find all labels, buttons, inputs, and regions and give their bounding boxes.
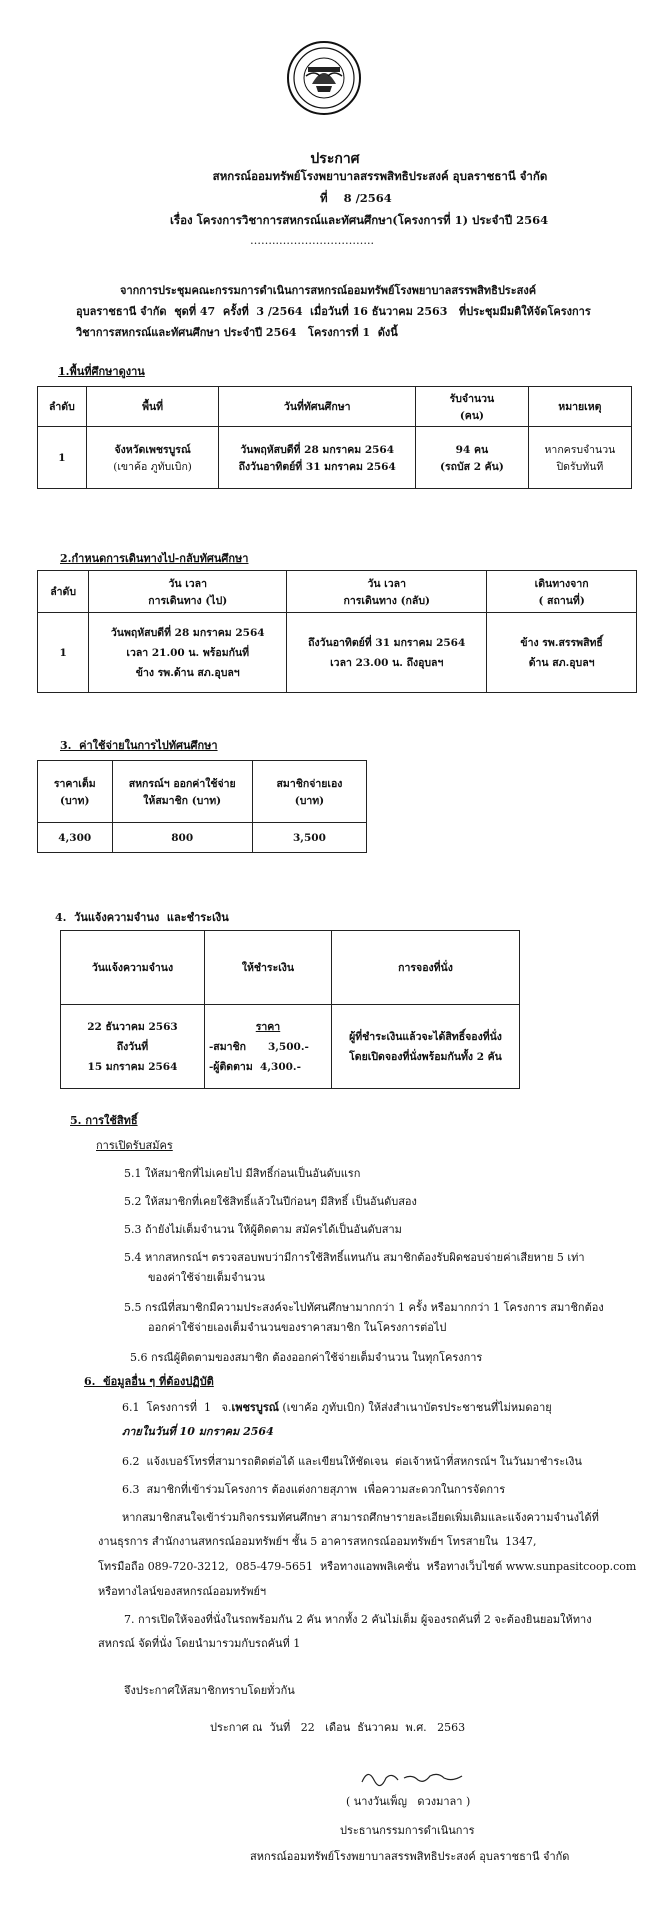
col-no: ลำดับ [38,387,87,427]
cost-table [37,760,367,853]
signer-position: ประธานกรรมการดำเนินการ [340,1824,475,1837]
announcement-number: ที่ 8 /2564 [320,191,392,205]
signer-name: ( นางวันเพ็ญ ดวงมาลา ) [346,1795,471,1808]
col-coop-pays: สหกรณ์ฯ ออกค่าใช้จ่าย ให้สมาชิก (บาท) [112,761,252,823]
closing-statement: จึงประกาศให้สมาชิกทราบโดยทั่วกัน [124,1684,295,1697]
organization-seal [286,40,362,116]
rule-5-1: 5.1 ให้สมาชิกที่ไม่เคยไป มีสิทธิ์ก่อนเป็นอันดับแรก [124,1167,361,1180]
announcement-date: ประกาศ ณ วันที่ 22 เดือน ธันวาคม พ.ศ. 2563 [210,1721,466,1734]
col-register-date: วันแจ้งความจำนง [61,931,205,1005]
intro-line-1: จากการประชุมคณะกรรมการดำเนินการสหกรณ์ออมทรัพย์โรงพยาบาลสรรพสิทธิประสงค์ [120,284,537,297]
rule-5-5-cont: ออกค่าใช้จ่ายเองเต็มจำนวนของราคาสมาชิก ในโครงการต่อไป [148,1321,447,1334]
organization-name: สหกรณ์ออมทรัพย์โรงพยาบาลสรรพสิทธิประสงค์ อุบลราชธานี จำกัด [212,169,548,183]
info-7: 7. การเปิดให้จองที่นั่งในรถพร้อมกัน 2 คัน หากทั้ง 2 คันไม่เต็ม ผู้จองรถคันที่ 2 จะต้องยินยอมให้ทาง [124,1613,592,1626]
travel-schedule-table [37,570,637,693]
cell-coop-pays: 800 [112,823,252,853]
cell-no: 1 [38,427,87,489]
section-1-title: 1.พื้นที่ศึกษาดูงาน [58,365,145,378]
intro-line-3: วิชาการสหกรณ์และทัศนศึกษา ประจำปี 2564 โครงการที่ 1 ดังนี้ [76,326,398,339]
separator-dots: ……..…………………….. [250,234,374,247]
announcement-subject: เรื่อง โครงการวิชาการสหกรณ์และทัศนศึกษา(โครงการที่ 1) ประจำปี 2564 [170,213,549,227]
rule-5-3: 5.3 ถ้ายังไม่เต็มจำนวน ให้ผู้ติดตาม สมัครได้เป็นอันดับสาม [124,1223,402,1236]
col-count: รับจำนวน (คน) [416,387,529,427]
cell-payment: ราคา -สมาชิก 3,500.- -ผู้ติดตาม 4,300.- [204,1005,331,1089]
section-4-title: 4. วันแจ้งความจำนง และชำระเงิน [55,911,229,924]
cell-full-price: 4,300 [38,823,113,853]
cell-go: วันพฤหัสบดีที่ 28 มกราคม 2564 เวลา 21.00 น. พร้อมกันที่ ข้าง รพ.ด้าน สภ.อุบลฯ [89,613,287,693]
col-no: ลำดับ [38,571,89,613]
contact-line-2: งานธุรการ สำนักงานสหกรณ์ออมทรัพย์ฯ ชั้น 5 อาคารสหกรณ์ออมทรัพย์ฯ โทรสายใน 1347, [98,1535,537,1548]
announcement-title: ประกาศ [310,151,360,167]
contact-line-1: หากสมาชิกสนใจเข้าร่วมกิจกรรมทัศนศึกษา สามารถศึกษารายละเอียดเพิ่มเติมและแจ้งความจำนงได้ที่ [122,1511,599,1524]
cell-from: ข้าง รพ.สรรพสิทธิ์ ด้าน สภ.อุบลฯ [487,613,637,693]
rule-5-2: 5.2 ให้สมาชิกที่เคยใช้สิทธิ์แล้วในปีก่อนๆ มีสิทธิ์ เป็นอันดับสอง [124,1195,417,1208]
rule-5-5: 5.5 กรณีที่สมาชิกมีความประสงค์จะไปทัศนศึกษามากกว่า 1 ครั้ง หรือมากกว่า 1 โครงการ สมาชิกต้อง [124,1301,604,1314]
cell-register-date: 22 ธันวาคม 2563 ถึงวันที่ 15 มกราคม 2564 [61,1005,205,1089]
rule-5-4-cont: ของค่าใช้จ่ายเต็มจำนวน [148,1271,265,1284]
col-seat-booking: การจองที่นั่ง [332,931,520,1005]
cell-place: จังหวัดเพชรบูรณ์ (เขาค้อ ภูทับเบิก) [86,427,219,489]
cell-note: หากครบจำนวน ปิดรับทันที [528,427,631,489]
col-member-pays: สมาชิกจ่ายเอง (บาท) [252,761,366,823]
cell-date: วันพฤหัสบดีที่ 28 มกราคม 2564 ถึงวันอาทิตย์ที่ 31 มกราคม 2564 [219,427,416,489]
contact-line-3: โทรมือถือ 089-720-3212, 085-479-5651 หรือทางแอพพลิเคชั่น หรือทางเว็บไซต์ www.sunpasitcoop.com [98,1560,637,1573]
col-back: วัน เวลา การเดินทาง (กลับ) [287,571,487,613]
rule-5-6: 5.6 กรณีผู้ติดตามของสมาชิก ต้องออกค่าใช้จ่ายเต็มจำนวน ในทุกโครงการ [130,1351,483,1364]
signer-organization: สหกรณ์ออมทรัพย์โรงพยาบาลสรรพสิทธิประสงค์ อุบลราชธานี จำกัด [250,1850,570,1863]
info-7-cont: สหกรณ์ จัดที่นั่ง โดยนำมารวมกับรถคันที่ 1 [98,1637,301,1650]
study-area-table [37,386,632,489]
info-6-2: 6.2 แจ้งเบอร์โทรที่สามารถติดต่อได้ และเขียนให้ชัดเจน ต่อเจ้าหน้าที่สหกรณ์ฯ ในวันมาชำระเงิน [122,1455,582,1468]
intro-line-2: อุบลราชธานี จำกัด ชุดที่ 47 ครั้งที่ 3 /2564 เมื่อวันที่ 16 ธันวาคม 2563 ที่ประชุมมีมติให้จัดโครงการ [76,305,591,318]
col-full-price: ราคาเต็ม (บาท) [38,761,113,823]
col-payment: ให้ชำระเงิน [204,931,331,1005]
col-place: พื้นที่ [86,387,219,427]
cell-back: ถึงวันอาทิตย์ที่ 31 มกราคม 2564 เวลา 23.00 น. ถึงอุบลฯ [287,613,487,693]
info-6-1-deadline: ภายในวันที่ 10 มกราคม 2564 [122,1425,274,1438]
section-5-title: 5. การใช้สิทธิ์ [70,1114,138,1127]
info-6-1: 6.1 โครงการที่ 1 จ.เพชรบูรณ์ (เขาค้อ ภูทับเบิก) ให้ส่งสำเนาบัตรประชาชนที่ไม่หมดอายุ [122,1401,552,1414]
signature-image [358,1766,468,1790]
col-go: วัน เวลา การเดินทาง (ไป) [89,571,287,613]
col-note: หมายเหตุ [528,387,631,427]
registration-table [60,930,520,1089]
cell-member-pays: 3,500 [252,823,366,853]
col-from: เดินทางจาก ( สถานที่) [487,571,637,613]
section-5-subtitle: การเปิดรับสมัคร [96,1139,173,1152]
cell-seat-booking: ผู้ที่ชำระเงินแล้วจะได้สิทธิ์จองที่นั่ง โดยเปิดจองที่นั่งพร้อมกันทั้ง 2 คัน [332,1005,520,1089]
cell-count: 94 คน (รถบัส 2 คัน) [416,427,529,489]
col-date: วันที่ทัศนศึกษา [219,387,416,427]
section-2-title: 2.กำหนดการเดินทางไป-กลับทัศนศึกษา [60,552,249,565]
section-3-title: 3. ค่าใช้จ่ายในการไปทัศนศึกษา [60,739,218,752]
info-6-3: 6.3 สมาชิกที่เข้าร่วมโครงการ ต้องแต่งกายสุภาพ เพื่อความสะดวกในการจัดการ [122,1483,506,1496]
contact-line-4: หรือทางไลน์ของสหกรณ์ออมทรัพย์ฯ [98,1585,267,1598]
section-6-title: 6. ข้อมูลอื่น ๆ ที่ต้องปฏิบัติ [84,1375,214,1388]
cell-no: 1 [38,613,89,693]
rule-5-4: 5.4 หากสหกรณ์ฯ ตรวจสอบพบว่ามีการใช้สิทธิ์แทนกัน สมาชิกต้องรับผิดชอบจ่ายค่าเสียหาย 5 เท่า [124,1251,585,1264]
